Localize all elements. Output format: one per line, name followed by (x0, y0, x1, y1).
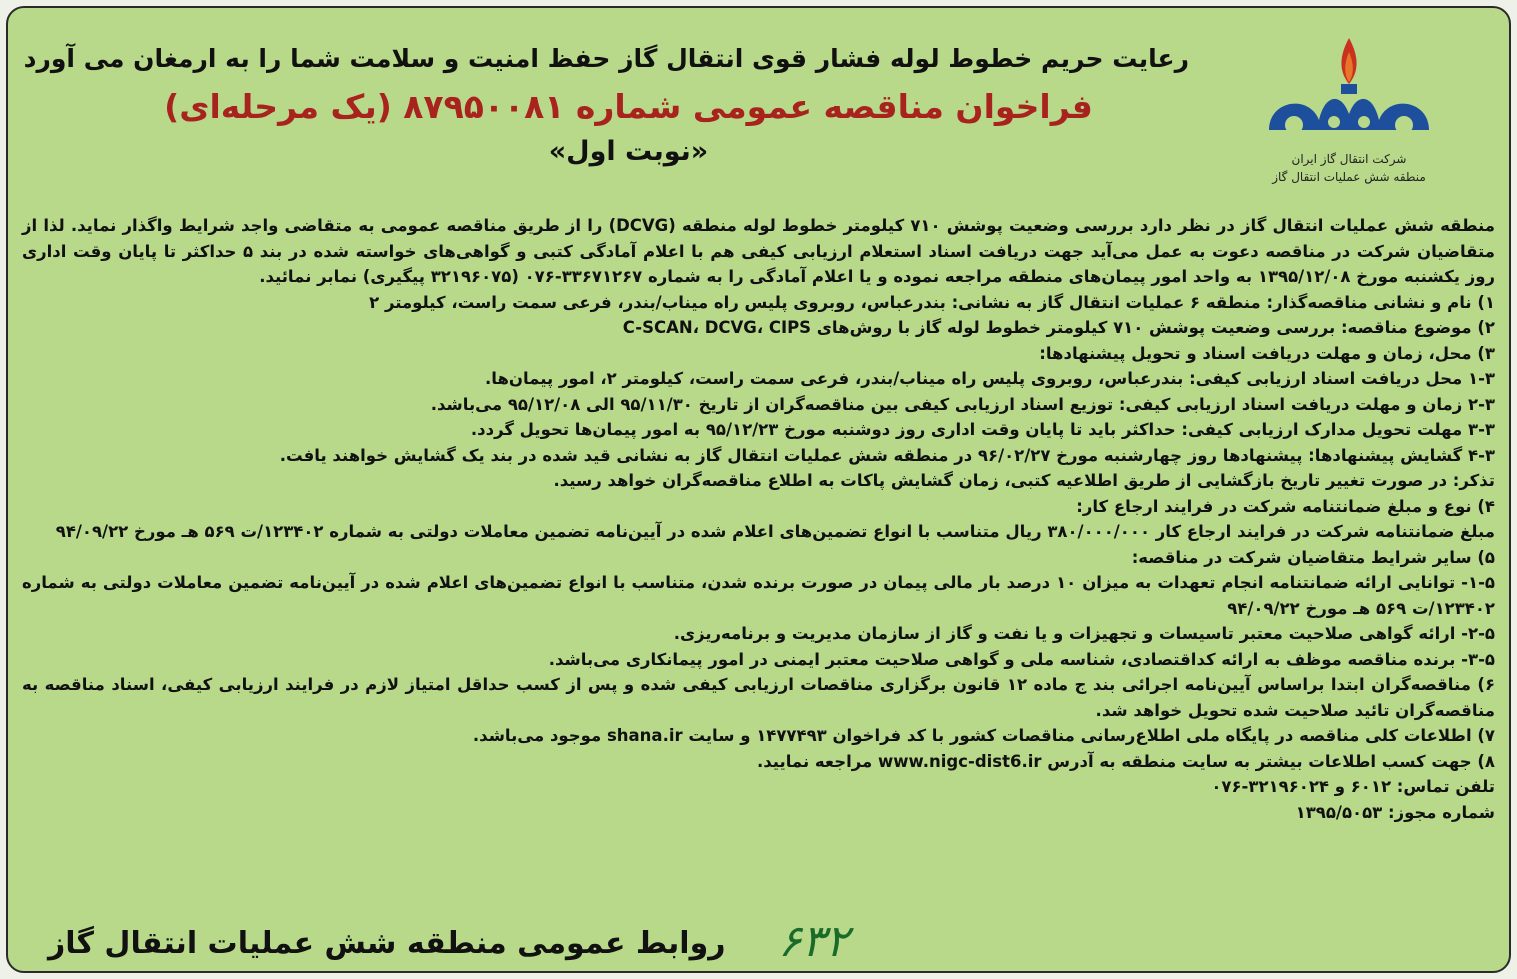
item-5: ۵) سایر شرایط متقاضیان شرکت در مناقصه: (1131, 547, 1495, 567)
item-7: ۷) اطلاعات کلی مناقصه در پایگاه ملی اطلاع‌رسانی مناقصات کشور با کد فراخوان ۱۴۷۷۴۹۳ و سایت shana.ir موجود می‌باشد. (472, 726, 1495, 745)
item-3-4: ۴-۳ گشایش پیشنهادها: پیشنهادها روز چهارشنبه مورخ ۹۶/۰۲/۲۷ در منطقه شش عملیات انتقال گاز به نشانی قید شده در بند یک گشایش خواهند یافت. (279, 445, 1495, 465)
item-5-1: ۱-۵- توانایی ارائه ضمانتنامه انجام تعهدات به میزان ۱۰ درصد بار مالی پیمان در صورت برنده شدن، متناسب با انواع تضمین‌های اعلام شده در آیین‌نامه تضمین معاملات دولتی به شماره ۱۲۳۴۰۲/ت ۵۶۹ هـ مورخ ۹۴/۰۹/۲۲ (22, 573, 1495, 618)
public-relations-signature: روابط عمومی منطقه شش عملیات انتقال گاز (48, 926, 726, 961)
logo-region-name: منطقه شش عملیات انتقال گاز (1272, 170, 1426, 184)
safety-slogan: رعایت حریم خطوط لوله فشار قوی انتقال گاز حفظ امنیت و سلامت شما را به ارمغان می آورد (23, 44, 1189, 73)
note: تذکر: در صورت تغییر تاریخ بازگشایی از طریق اطلاعیه کتبی، زمان گشایش پاکات به اطلاع مناقصه‌گران خواهد رسید. (553, 471, 1495, 490)
item-3-2: ۲-۳ زمان و مهلت دریافت اسناد ارزیابی کیفی: توزیع اسناد ارزیابی کیفی بین مناقصه‌گران از تاریخ ۹۵/۱۱/۳۰ الی ۹۵/۱۲/۰۸ می‌باشد. (430, 394, 1495, 414)
handwritten-number: ۶۳۲ (778, 916, 849, 967)
flame-logo-icon (1249, 30, 1449, 150)
item-4-text: مبلغ ضمانتنامه شرکت در فرایند ارجاع کار ۳۸۰/۰۰۰/۰۰۰ ریال متناسب با انواع تضمین‌های اعلام شده در آیین‌نامه تضمین معاملات دولتی به شماره ۱۲۳۴۰۲/ت ۵۶۹ هـ مورخ ۹۴/۰۹/۲۲ (55, 522, 1495, 541)
item-1: ۱) نام و نشانی مناقصه‌گذار: منطقه ۶ عملیات انتقال گاز به نشانی: بندرعباس، روبروی پلیس راه میناب/بندر، فرعی سمت راست، کیلومتر ۲ (369, 292, 1495, 312)
item-8: ۸) جهت کسب اطلاعات بیشتر به سایت منطقه به آدرس www.nigc-dist6.ir مراجعه نمایید. (757, 751, 1495, 771)
contact-phone: تلفن تماس: ۶۰۱۲ و ۳۲۱۹۶۰۲۴-۰۷۶ (1211, 777, 1495, 796)
header (23, 44, 1189, 167)
company-logo (1229, 30, 1469, 186)
item-2: ۲) موضوع مناقصه: بررسی وضعیت پوشش ۷۱۰ کیلومتر خطوط لوله گاز با روش‌های C-SCAN، DCVG، CIPS (622, 318, 1495, 337)
item-5-2: ۲-۵- ارائه گواهی صلاحیت معتبر تاسیسات و تجهیزات و یا نفت و گاز از سازمان مدیریت و برنامه‌ریزی. (673, 624, 1495, 643)
permit-number: شماره مجوز: ۱۳۹۵/۵۰۵۳ (1295, 802, 1495, 822)
item-3: ۳) محل، زمان و مهلت دریافت اسناد و تحویل پیشنهادها: (1039, 343, 1495, 363)
tender-round: «نوبت اول» (548, 136, 709, 167)
item-6: ۶) مناقصه‌گران ابتدا براساس آیین‌نامه اجرائی بند ج ماده ۱۲ قانون برگزاری مناقصات ارزیابی کیفی شده و پس از کسب حداقل امتیاز لازم در فرایند ارزیابی کیفی، اسناد مناقصه به مناقصه‌گران تائید صلاحیت شده تحویل خواهد شد. (22, 675, 1496, 720)
item-5-3: ۳-۵- برنده مناقصه موظف به ارائه کداقتصادی، شناسه ملی و گواهی صلاحیت معتبر ایمنی در امور پیمانکاری می‌باشد. (548, 649, 1495, 669)
logo-company-name: شرکت انتقال گاز ایران (1291, 152, 1407, 166)
item-3-3: ۳-۳ مهلت تحویل مدارک ارزیابی کیفی: حداکثر باید تا پایان وقت اداری روز دوشنبه مورخ ۹۵/۱۲/۲۳ به امور پیمان‌ها تحویل گردد. (470, 420, 1495, 439)
item-4: ۴) نوع و مبلغ ضمانتنامه شرکت در فرایند ارجاع کار: (1076, 496, 1495, 516)
advertisement-frame (6, 6, 1511, 973)
tender-body (22, 213, 1495, 825)
item-3-1: ۱-۳ محل دریافت اسناد ارزیابی کیفی: بندرعباس، روبروی پلیس راه میناب/بندر، فرعی سمت راست، کیلومتر ۲، امور پیمان‌ها. (485, 369, 1495, 388)
intro-paragraph: منطقه شش عملیات انتقال گاز در نظر دارد بررسی وضعیت پوشش ۷۱۰ کیلومتر خطوط لوله منطقه (DCVG) را از طریق مناقصه عمومی به متقاضی واجد شرایط واگذار نماید. لذا از متقاضیان شرکت در مناقصه دعوت به عمل می‌آید جهت دریافت اسناد استعلام ارزیابی کیفی هم با اعلام آمادگی کتبی و گواهی‌های خواسته شده در بند ۵ حداکثر تا پایان وقت اداری روز یکشنبه مورخ ۱۳۹۵/۱۲/۰۸ به واحد امور پیمان‌های منطقه مراجعه نموده و یا اعلام آمادگی را به شماره ۳۳۶۷۱۲۶۷-۰۷۶ (۳۲۱۹۶۰۷۵ پیگیری) نمابر نمائید. (22, 216, 1495, 286)
tender-title: فراخوان مناقصه عمومی شماره ۸۷۹۵۰۰۸۱ (یک مرحله‌ای) (164, 87, 1093, 126)
